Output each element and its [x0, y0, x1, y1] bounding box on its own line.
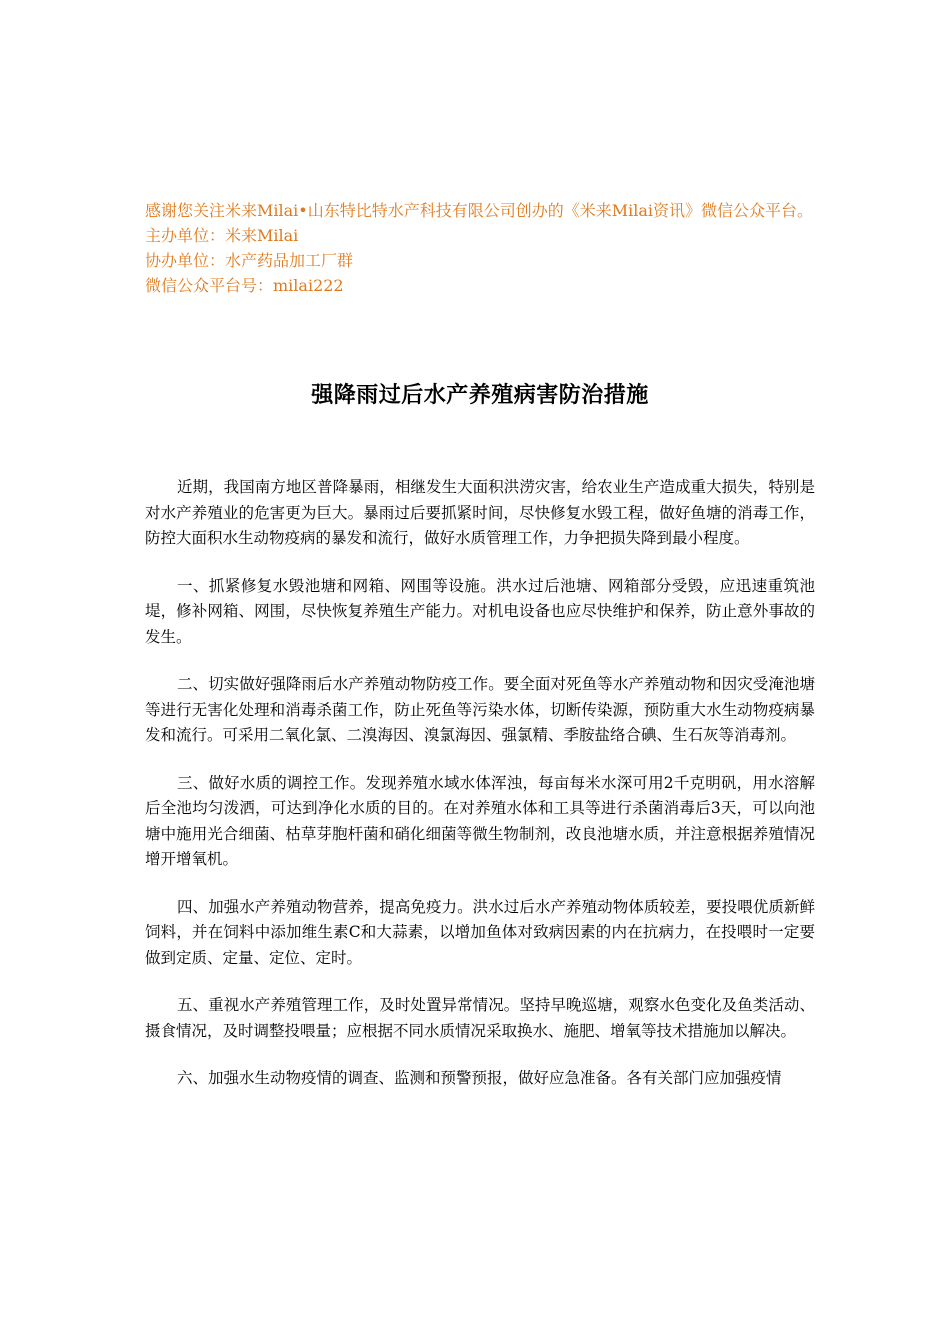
paragraph-1: 一、抓紧修复水毁池塘和网箱、网围等设施。洪水过后池塘、网箱部分受毁，应迅速重筑池堤，修补网箱、网围，尽快恢复养殖生产能力。对机电设备也应尽快维护和保养，防止意外事故的发生。 [145, 576, 815, 646]
paragraph-3: 三、做好水质的调控工作。发现养殖水域水体浑浊，每亩每米水深可用2千克明矾，用水溶解后全池均匀泼洒，可达到净化水质的目的。在对养殖水体和工具等进行杀菌消毒后3天，可以向池塘中施用光合细菌、枯草芽胞杆菌和硝化细菌等微生物制剂，改良池塘水质，并注意根据养殖情况增开增氧机。 [145, 773, 815, 868]
paragraph-intro: 近期，我国南方地区普降暴雨，相继发生大面积洪涝灾害，给农业生产造成重大损失，特别是对水产养殖业的危害更为巨大。暴雨过后要抓紧时间，尽快修复水毁工程，做好鱼塘的消毒工作，防控大面积水生动物疫病的暴发和流行，做好水质管理工作，力争把损失降到最小程度。 [145, 478, 815, 547]
paragraph-2: 二、切实做好强降雨后水产养殖动物防疫工作。要全面对死鱼等水产养殖动物和因灾受淹池塘等进行无害化处理和消毒杀菌工作，防止死鱼等污染水体，切断传染源，预防重大水生动物疫病暴发和流行。可采用二氧化氯、二溴海因、溴氯海因、强氯精、季胺盐络合碘、生石灰等消毒剂。 [145, 675, 815, 744]
intro-cohost-line: 协办单位：水产药品加工厂群 [145, 251, 354, 270]
paragraph-5: 五、重视水产养殖管理工作，及时处置异常情况。坚持早晚巡塘，观察水色变化及鱼类活动、摄食情况，及时调整投喂量；应根据不同水质情况采取换水、施肥、增氧等技术措施加以解决。 [145, 996, 815, 1040]
paragraph-6: 六、加强水生动物疫情的调查、监测和预警预报，做好应急准备。各有关部门应加强疫情 [177, 1069, 782, 1087]
intro-thanks-line: 感谢您关注米来Milai•山东特比特水产科技有限公司创办的《米来Milai资讯》微信公众平台。 [145, 201, 813, 220]
document-page [145, 198, 815, 1114]
intro-block [145, 198, 815, 298]
paragraph-4: 四、加强水产养殖动物营养，提高免疫力。洪水过后水产养殖动物体质较差，要投喂优质新鲜饲料，并在饲料中添加维生素C和大蒜素，以增加鱼体对致病因素的内在抗病力，在投喂时一定要做到定质、定量、定位、定时。 [145, 897, 815, 967]
intro-account-line: 微信公众平台号：milai222 [145, 276, 344, 295]
article-body [145, 475, 815, 1092]
article-title: 强降雨过后水产养殖病害防治措施 [311, 382, 649, 408]
intro-host-line: 主办单位：米来Milai [145, 226, 299, 245]
